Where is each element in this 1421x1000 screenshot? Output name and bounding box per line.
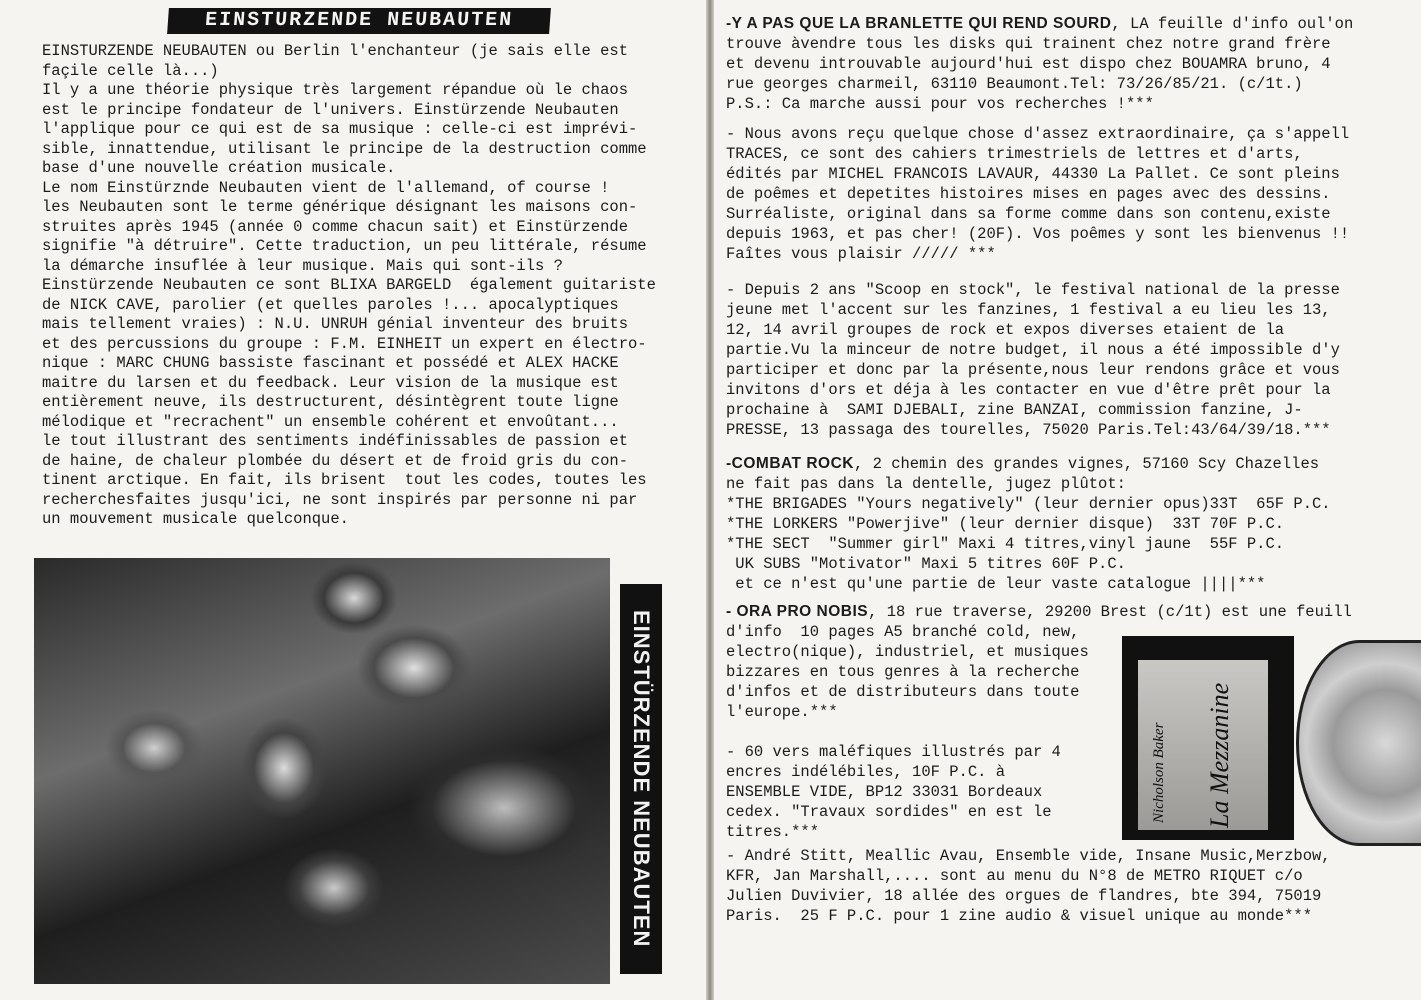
entry-line: invitons d'ors et déja à les contacter en vue d'être prêt pour la bbox=[726, 381, 1331, 399]
article-line: de haine, de chaleur plombée du désert et de froid gris du con- bbox=[42, 451, 628, 470]
entry-line: KFR, Jan Marshall,.... sont au menu du N°8 de METRO RIQUET c/o bbox=[726, 867, 1303, 885]
photo-vertical-label: EINSTÜRZENDE NEUBAUTEN bbox=[620, 584, 662, 974]
article-line: tinent arctique. En fait, ils brisent tout les codes, toutes les bbox=[42, 471, 647, 489]
entry-lead: -Y A PAS QUE LA BRANLETTE QUI REND SOURD bbox=[726, 15, 1112, 32]
article-line: signifie "à détruire". Cette traduction, un peu littérale, résume bbox=[42, 237, 647, 255]
entry-line: 12, 14 avril groupes de rock et expos diverses etaient de la bbox=[726, 321, 1285, 339]
entry-line: jeune met l'accent sur les fanzines, 1 festival a eu lieu les 13, bbox=[726, 301, 1331, 319]
entry-line: ne fait pas dans la dentelle, jugez plûtot: bbox=[726, 475, 1126, 493]
entry-lead: - ORA PRO NOBIS bbox=[726, 603, 869, 620]
entry-line: participer et donc par la présente,nous leur rendons grâce et vous bbox=[726, 361, 1340, 379]
classified-entry bbox=[726, 280, 1340, 440]
entry-line: prochaine à SAMI DJEBALI, zine BANZAI, commission fanzine, J- bbox=[726, 401, 1303, 419]
article-line: mélodique et "recrachent" un ensemble cohérent et envoûtant... bbox=[42, 412, 619, 431]
header-banner: EINSTURZENDE NEUBAUTEN bbox=[167, 8, 551, 34]
entry-line: trouve àvendre tous les disks qui trainent chez notre grand frère bbox=[726, 35, 1331, 53]
entry-line: depuis 1963, et pas cher! (20F). Vos poêmes y sont les bienvenus !! bbox=[726, 225, 1350, 243]
entry-line: titres.*** bbox=[726, 823, 820, 841]
entry-line: bizzares en tous genres à la recherche bbox=[726, 663, 1080, 681]
article-line: Le nom Einstürznde Neubauten vient de l'allemand, of course ! bbox=[42, 178, 610, 197]
classified-entry bbox=[726, 742, 1061, 842]
entry-line: rue georges charmeil, 63110 Beaumont.Tel: 73/26/85/21. (c/1t.) bbox=[726, 75, 1303, 93]
entry-line: d'infos et de distributeurs dans toute bbox=[726, 683, 1080, 701]
article-line: un mouvement musicale quelconque. bbox=[42, 510, 349, 528]
article-body bbox=[42, 42, 704, 530]
entry-line: édités par MICHEL FRANCOIS LAVAUR, 44330 La Pallet. Ce sont pleins bbox=[726, 165, 1340, 183]
classified-entry bbox=[726, 846, 1331, 926]
article-line: base d'une nouvelle création musicale. bbox=[42, 159, 396, 177]
article-line: EINSTURZENDE NEUBAUTEN ou Berlin l'enchanteur (je sais elle est bbox=[42, 42, 628, 60]
article-line: de NICK CAVE, parolier (et quelles paroles !... apocalyptiques bbox=[42, 295, 619, 314]
article-line: les Neubauten sont le terme générique désignant les maisons con- bbox=[42, 198, 638, 216]
article-line: maitre du larsen et du feedback. Leur vision de la musique est bbox=[42, 373, 619, 392]
book-title: La Mezzanine bbox=[1205, 682, 1234, 828]
entry-line: Surréaliste, original dans sa forme comme dans son contenu,existe bbox=[726, 205, 1331, 223]
entry-line: Julien Duvivier, 18 allée des orgues de flandres, bte 394, 75019 bbox=[726, 887, 1322, 905]
entry-line: PRESSE, 13 passaga des tourelles, 75020 Paris.Tel:43/64/39/18.*** bbox=[726, 421, 1331, 439]
book-cover-image bbox=[1122, 636, 1294, 840]
entry-line: UK SUBS "Motivator" Maxi 5 titres 60F P.C. bbox=[726, 555, 1126, 573]
entry-line: , 18 rue traverse, 29200 Brest (c/1t) est une feuill bbox=[868, 603, 1352, 621]
entry-line: l'europe.*** bbox=[726, 703, 838, 721]
article-line: l'applique pour ce qui est de sa musique : celle-ci est imprévi- bbox=[42, 120, 638, 138]
classified-entry bbox=[726, 124, 1349, 264]
article-line: entièrement neuve, ils destructurent, désintègrent toute ligne bbox=[42, 393, 619, 411]
entry-line: , LA feuille d'info oul'on bbox=[1111, 15, 1354, 33]
entry-line: - Depuis 2 ans "Scoop en stock", le festival national de la presse bbox=[726, 281, 1340, 299]
record-image bbox=[1296, 640, 1421, 846]
entry-line: et ce n'est qu'une partie de leur vaste catalogue ||||*** bbox=[726, 575, 1266, 593]
book-cover bbox=[1138, 660, 1268, 830]
article-line: mais tellement vraies) : N.U. UNRUH génial inventeur des bruits bbox=[42, 315, 628, 333]
book-author: Nicholson Baker bbox=[1151, 722, 1167, 823]
article-line: la démarche insuflée à leur musique. Mais qui sont-ils ? bbox=[42, 256, 563, 275]
page-gutter bbox=[706, 0, 714, 1000]
entry-line: encres indélébiles, 10F P.C. à bbox=[726, 763, 1006, 781]
article-line: et des percussions du groupe : F.M. EINHEIT un expert en électro- bbox=[42, 334, 647, 353]
entry-line: cedex. "Travaux sordides" en est le bbox=[726, 803, 1052, 821]
entry-line: , 2 chemin des grandes vignes, 57160 Scy Chazelles bbox=[853, 455, 1320, 473]
article-line: Einstürzende Neubauten ce sont BLIXA BARGELD également guitariste bbox=[42, 276, 656, 294]
entry-lead: -COMBAT ROCK bbox=[726, 455, 854, 472]
entry-line: de poêmes et depetites histoires mises en pages avec des dessins. bbox=[726, 185, 1331, 203]
entry-line: P.S.: Ca marche aussi pour vos recherches !*** bbox=[726, 95, 1154, 113]
article-line: est le principe fondateur de l'univers. Einstürzende Neubauten bbox=[42, 100, 619, 119]
entry-line: - Nous avons reçu quelque chose d'assez extraordinaire, ça s'appell bbox=[726, 125, 1350, 143]
article-line: le tout illustrant des sentiments indéfinissables de passion et bbox=[42, 432, 628, 450]
entry-line: *THE SECT "Summer girl" Maxi 4 titres,vinyl jaune 55F P.C. bbox=[726, 535, 1285, 553]
entry-line: ENSEMBLE VIDE, BP12 33031 Bordeaux bbox=[726, 783, 1043, 801]
entry-line: d'info 10 pages A5 branché cold, new, bbox=[726, 623, 1080, 641]
entry-line: TRACES, ce sont des cahiers trimestriels de lettres et d'arts, bbox=[726, 145, 1303, 163]
article-line: recherchesfaites jusqu'ici, ne sont inspirés par personne ni par bbox=[42, 490, 638, 509]
entry-line: *THE LORKERS "Powerjive" (leur dernier disque) 33T 70F P.C. bbox=[726, 515, 1285, 533]
entry-line: - André Stitt, Meallic Avau, Ensemble vide, Insane Music,Merzbow, bbox=[726, 847, 1331, 865]
classified-entry bbox=[726, 14, 1353, 114]
article-line: nique : MARC CHUNG bassiste fascinant et possédé et ALEX HACKE bbox=[42, 354, 619, 372]
entry-line: *THE BRIGADES "Yours negatively" (leur dernier opus)33T 65F P.C. bbox=[726, 495, 1331, 513]
entry-line: - 60 vers maléfiques illustrés par 4 bbox=[726, 743, 1061, 761]
classified-entry bbox=[726, 454, 1331, 594]
article-line: façile celle là...) bbox=[42, 61, 219, 80]
entry-line: et devenu introuvable aujourd'hui est dispo chez BOUAMRA bruno, 4 bbox=[726, 55, 1331, 73]
entry-line: Paris. 25 F P.C. pour 1 zine audio & visuel unique au monde*** bbox=[726, 907, 1312, 925]
entry-line: partie.Vu la minceur de notre budget, il nous a été impossible d'y bbox=[726, 341, 1340, 359]
article-line: sible, innattendue, utilisant le principe de la destruction comme bbox=[42, 139, 647, 158]
band-photo bbox=[34, 558, 610, 984]
article-line: struites après 1945 (année 0 comme chacun sait) et Einstürzende bbox=[42, 217, 628, 236]
entry-line: Faîtes vous plaisir ///// *** bbox=[726, 245, 996, 263]
article-line: Il y a une théorie physique très largement répandue où le chaos bbox=[42, 81, 628, 99]
entry-line: electro(nique), industriel, et musiques bbox=[726, 643, 1089, 661]
